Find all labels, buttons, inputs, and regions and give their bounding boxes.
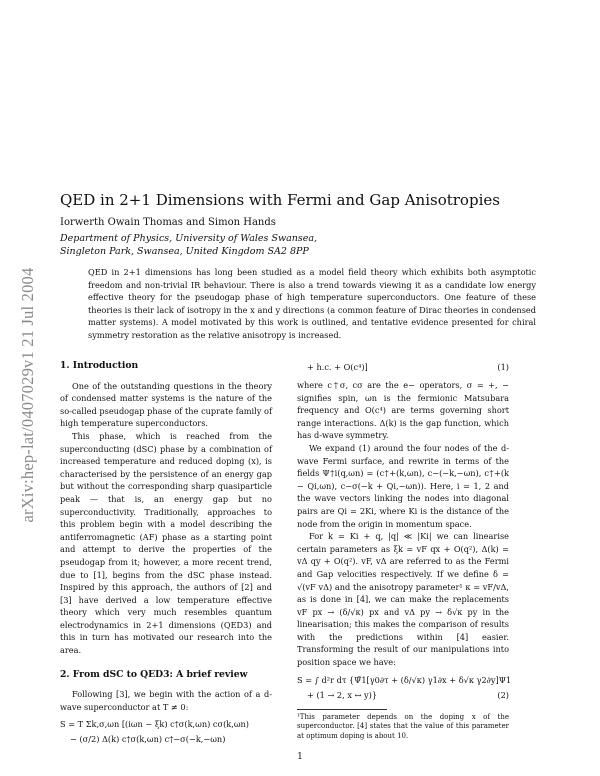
- equation-2-line-1: S = ∫ d²r dτ {Ψ̄1[γ0∂τ + (δ/√κ) γ1∂x + δ√κ γ2∂y]Ψ1: [297, 674, 512, 685]
- equation-2-line-2-row: [297, 688, 509, 703]
- arxiv-stamp: [10, 190, 46, 600]
- page-number: 1: [297, 752, 303, 762]
- paper-authors: Iorwerth Owain Thomas and Simon Hands: [60, 217, 276, 228]
- equation-1-line-3: + h.c. + O(c⁴)]: [307, 362, 368, 372]
- review-paragraph-1: Following [3], we begin with the action of a d-wave superconductor at T ≠ 0:: [60, 689, 272, 712]
- abstract: [88, 266, 536, 341]
- equation-1-number: (1): [497, 362, 509, 372]
- equation-1-line-2: − (σ/2) Δ(k) c†σ(k,ωn) c†−σ(−k,−ωn): [70, 734, 226, 745]
- right-paragraph-3: For k = Ki + q, |q| ≪ |Ki| we can linearise certain parameters as ξk = vF qx + O(q²), Δ(k) = vΔ qy + O(q²). vF, vΔ are referred to as the Fermi and Gap velocities respectively. If we define δ = √(vF vΔ) and the anisotropy parameter¹ κ = vF/vΔ, as is done in [4], we can make the replacements vF px → (δ/√κ) px and vΔ py → δ√κ py in the linearisation; this makes the comparison of results with the predictions within [4] easier. Transforming the result of our manipulations into position space we have:: [297, 531, 509, 668]
- intro-paragraph-2: This phase, which is reached from the superconducting (dSC) phase by a combination of increased temperature and reduced doping (x), is characterised by the persistence of an energy gap but without the corresponding sharp quasiparticle peak — that is, an energy gap but no superconductivity. Traditionally, approaches to this problem begin with a model describing the antiferromagnetic (AF) phase as a starting point and attempt to derive the properties of the pseudogap from it; however, a more recent trend, due to [1], begins from the dSC phase instead. Inspired by this approach, the authors of [2] and [3] have derived a low temperature effective theory which very much resembles quantum electrodynamics in 2+1 dimensions (QED3) and this in turn has motivated our research into the area.: [60, 430, 272, 656]
- equation-2-line-2: + (1 → 2, x ↔ y)}: [307, 689, 378, 700]
- review-heading: 2. From dSC to QED3: A brief review: [60, 668, 248, 680]
- affiliation-line-2: Singleton Park, Swansea, United Kingdom SA2 8PP: [60, 246, 309, 257]
- abstract-text: QED in 2+1 dimensions has long been studied as a model field theory which exhibits both asymptotic freedom and non-trivial IR behaviour. There is also a trend towards viewing it as a candidate low energy effective theory for the pseudogap phase of high temperature superconductors. One feature of these theories is their lack of isotropy in the x and y directions (a common feature of Dirac theories in condensed matter systems). A model motivated by this work is outlined, and tentative evidence presented for chiral symmetry restoration as the relative anisotropy is increased.: [88, 267, 536, 340]
- footnote: ¹This parameter depends on the doping x of the superconductor. [4] states that the value of this parameter at optimum doping is about 10.: [297, 712, 509, 740]
- intro-heading: 1. Introduction: [60, 360, 139, 371]
- equation-2-number: (2): [497, 689, 509, 700]
- left-column: [60, 360, 272, 751]
- equation-1-continued: [297, 360, 509, 375]
- equation-2: [297, 673, 512, 703]
- affiliation: [60, 232, 317, 258]
- right-paragraph-1: where c†σ, cσ are the e− operators, σ = +, − signifies spin, ωn is the fermionic Matsubara frequency and O(c⁴) are terms governing short range interactions. Δ(k) is the gap function, which has d-wave symmetry.: [297, 380, 509, 441]
- equation-1-line-1: S = T Σk,σ,ωn [(iωn − ξk) c†σ(k,ωn) cσ(k,ωn): [60, 719, 249, 730]
- affiliation-line-1: Department of Physics, University of Wales Swansea,: [60, 233, 318, 244]
- paper-title: QED in 2+1 Dimensions with Fermi and Gap Anisotropies: [60, 191, 500, 209]
- footnote-rule: [297, 709, 387, 710]
- equation-1: [60, 717, 272, 747]
- right-paragraph-2: We expand (1) around the four nodes of the d-wave Fermi surface, and rewrite in terms of the fields Ψ†i(q,ωn) = (c†+(k,ωn), c−(−k,−ωn), c†+(k − Qi,ωn), c−σ(−k + Qi,−ωn)). Here, i = 1, 2 and the wave vectors linking the nodes into diagonal pairs are Qi = 2Ki, where Ki is the distance of the node from the origin in momentum space.: [297, 442, 509, 529]
- intro-paragraph-1: One of the outstanding questions in the theory of condensed matter systems is the nature of the so-called pseudogap phase of the cuprate family of high temperature superconductors.: [60, 380, 272, 429]
- arxiv-stamp-text: arXiv:hep-lat/0407029v1 21 Jul 2004: [18, 267, 37, 523]
- right-column: [297, 360, 512, 741]
